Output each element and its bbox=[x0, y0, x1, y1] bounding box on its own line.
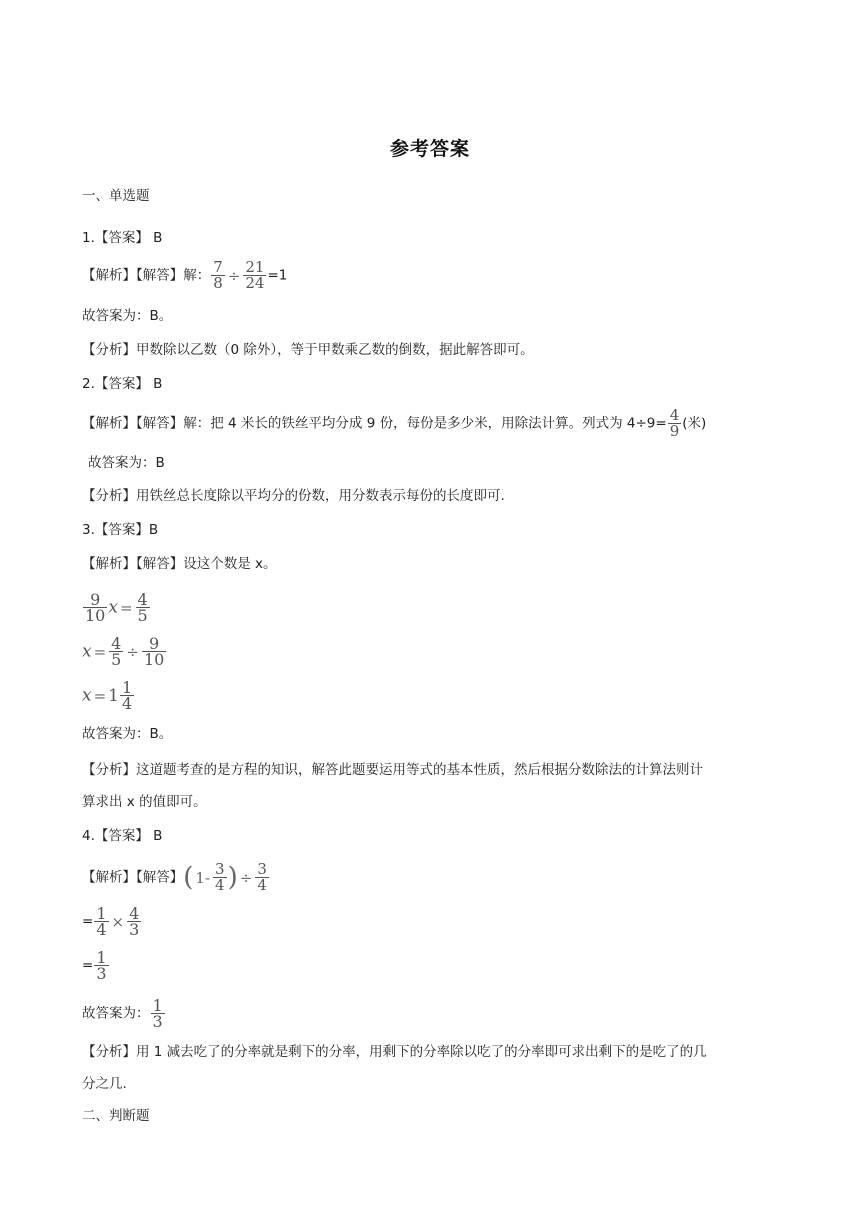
q4-left-paren: ( bbox=[183, 862, 194, 893]
q2-unit: (米) bbox=[682, 415, 707, 432]
q1-solution-prefix: 【解析】【解答】解： bbox=[82, 267, 211, 284]
q3-equation-3 bbox=[82, 680, 135, 711]
q4-fraction-b: $\frac{3}{4}$ bbox=[257, 860, 267, 894]
q1-fraction-b: $\frac{21}{24}$ bbox=[245, 258, 265, 292]
q2-solution-text: 【解析】【解答】解：把 4 米长的铁丝平均分成 9 份，每份是多少米，用除法计算。列式为 4÷9= bbox=[82, 415, 667, 432]
q4-answer: 4.【答案】 B bbox=[82, 828, 163, 844]
q4-one-minus: 1- bbox=[195, 868, 211, 887]
q4-analysis-line-1: 【分析】用 1 减去吃了的分率就是剩下的分率，用剩下的分率除以吃了的分率即可求出剩下的是吃了的几 bbox=[82, 1044, 707, 1060]
q3-solution: 【解析】【解答】设这个数是 x。 bbox=[82, 556, 277, 572]
q3-eq2-divide-sign: ÷ bbox=[126, 642, 139, 661]
q1-answer: 1.【答案】 B bbox=[82, 230, 163, 246]
q3-eq2-fraction-a: $\frac{4}{5}$ bbox=[111, 634, 122, 669]
q3-eq3-mixed-number: 1 $\frac{1}{4}$ bbox=[108, 678, 133, 713]
q2-conclusion: 故答案为：B bbox=[88, 455, 165, 471]
q3-eq1-variable: x bbox=[108, 597, 118, 618]
q1-result: =1 bbox=[267, 267, 288, 284]
page-title: 参考答案 bbox=[389, 138, 470, 160]
q4-conclusion-prefix: 故答案为： bbox=[82, 1005, 150, 1022]
q2-fraction: $\frac{4}{9}$ bbox=[669, 406, 680, 440]
q3-equation-1 bbox=[82, 592, 151, 623]
q4-divide-sign: ÷ bbox=[239, 868, 253, 887]
q4-step2-fraction: $\frac{1}{3}$ bbox=[96, 948, 107, 983]
q3-eq1-fraction-b: $\frac{4}{5}$ bbox=[137, 590, 148, 625]
q1-analysis: 【分析】甲数除以乙数（0 除外），等于甲数乘乙数的倒数，据此解答即可。 bbox=[82, 342, 534, 358]
q4-step1-fraction-a: $\frac{1}{4}$ bbox=[96, 904, 107, 939]
q2-solution bbox=[82, 408, 706, 439]
q4-solution bbox=[82, 862, 270, 893]
q3-eq3-variable: x bbox=[82, 685, 92, 706]
q4-fraction-a: $\frac{3}{4}$ bbox=[215, 860, 225, 894]
q3-analysis-line-1: 【分析】这道题考查的是方程的知识，解答此题要运用等式的基本性质，然后根据分数除法的计算法则计 bbox=[82, 762, 703, 778]
q4-step1-fraction-b: $\frac{4}{3}$ bbox=[129, 904, 140, 939]
q3-eq1-fraction-a: $\frac{9}{10}$ bbox=[85, 590, 106, 625]
q1-conclusion: 故答案为：B。 bbox=[82, 308, 173, 324]
q4-conclusion-fraction: $\frac{1}{3}$ bbox=[152, 996, 163, 1031]
q4-step1-times-sign: × bbox=[111, 912, 125, 931]
section-heading-single-choice: 一、单选题 bbox=[82, 188, 150, 204]
q3-analysis-line-2: 算求出 x 的值即可。 bbox=[82, 794, 207, 810]
q4-conclusion bbox=[82, 998, 166, 1029]
q1-divide-sign: ÷ bbox=[227, 266, 241, 285]
q4-step1-equals: = bbox=[82, 913, 94, 930]
q3-eq2-equals: = bbox=[93, 642, 107, 661]
q4-right-paren: ) bbox=[227, 862, 238, 893]
q2-answer: 2.【答案】 B bbox=[82, 376, 163, 392]
q4-solution-prefix: 【解析】【解答】 bbox=[82, 869, 184, 886]
q3-eq2-variable: x bbox=[82, 641, 92, 662]
q4-step2-equals: = bbox=[82, 957, 94, 974]
q4-analysis-line-2: 分之几. bbox=[82, 1076, 127, 1092]
q3-eq2-fraction-b: $\frac{9}{10}$ bbox=[143, 634, 165, 669]
q3-eq3-equals: = bbox=[93, 686, 107, 705]
q1-fraction-a: $\frac{7}{8}$ bbox=[213, 258, 223, 292]
q4-step-1 bbox=[82, 906, 142, 937]
q3-conclusion: 故答案为：B。 bbox=[82, 726, 173, 742]
section-heading-true-false: 二、判断题 bbox=[82, 1108, 150, 1124]
q3-equation-2 bbox=[82, 636, 167, 667]
q4-step-2 bbox=[82, 950, 110, 981]
q3-answer: 3.【答案】B bbox=[82, 522, 159, 538]
q3-eq1-equals: = bbox=[119, 598, 133, 617]
q1-solution bbox=[82, 260, 287, 291]
q2-analysis: 【分析】用铁丝总长度除以平均分的份数，用分数表示每份的长度即可. bbox=[82, 488, 505, 504]
